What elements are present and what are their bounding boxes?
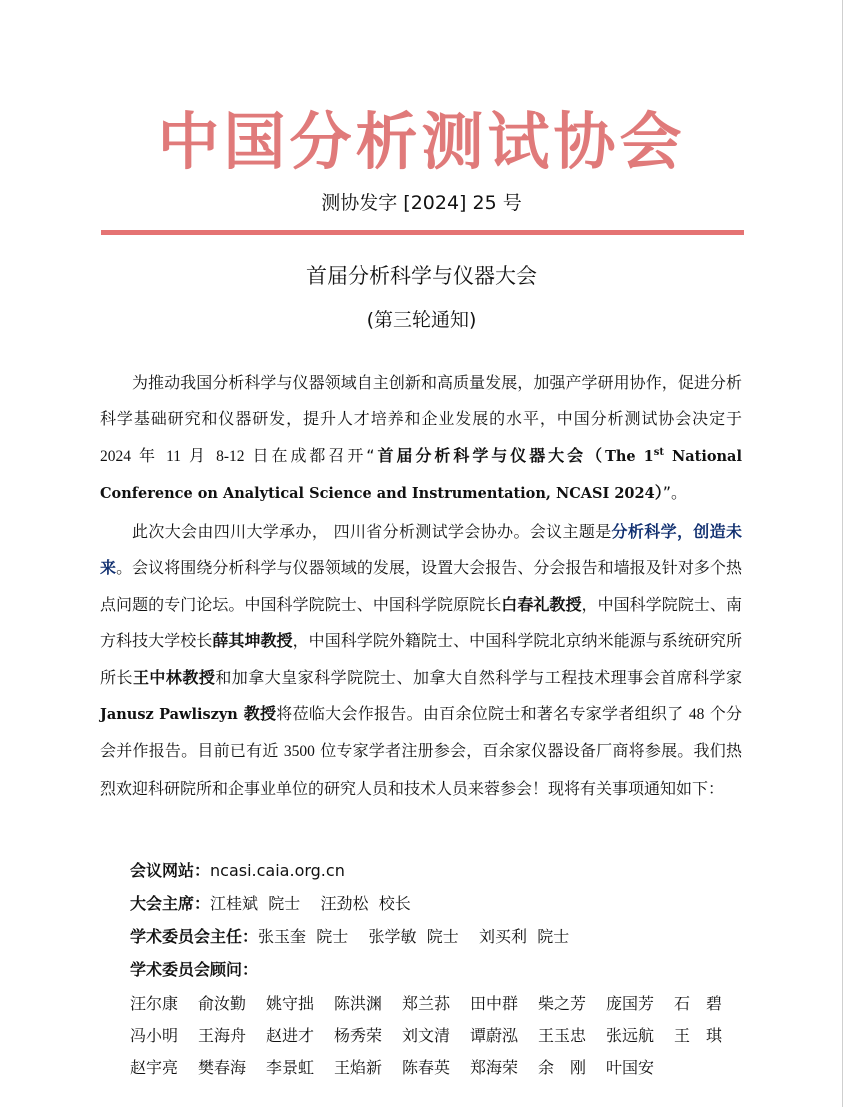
conference-name-en-1: The 1: [605, 447, 654, 465]
advisor-name: 张远航: [606, 1026, 655, 1045]
advisor-name: 赵进才: [266, 1026, 315, 1045]
conference-name-en-2: National Conference on Analytical Science and Instrumentation, NCASI 2024: [100, 447, 742, 503]
speaker-name: 白春礼教授: [501, 594, 582, 614]
advisor-name: 郑海荣: [470, 1058, 519, 1077]
advisor-name: 杨秀荣: [334, 1026, 383, 1045]
advisor-row: [130, 1052, 750, 1084]
advisor-label: 学术委员会顾问：: [130, 960, 259, 979]
advisor-name: 陈春英: [402, 1058, 451, 1077]
advisor-name: 刘文清: [402, 1026, 451, 1045]
advisor-name: 王 琪: [674, 1026, 723, 1045]
p1-text: 为推动我国分析科学与仪器领域自主创新和高质量发展，加强产学研用协作，促进分析科学基础研究和仪器研发，提升人才培养和企业发展的水平，中国分析测试协会决定于: [100, 373, 742, 429]
paren-close: ）: [654, 483, 663, 503]
info-chair: [130, 888, 750, 920]
p1-year: 2024: [100, 447, 131, 465]
letterhead-divider: [101, 230, 744, 235]
advisor-name: 汪尔康: [130, 994, 179, 1013]
advisor-list: [130, 988, 750, 1084]
p2-text: 将莅临大会作报告。由百余位院士和著名专家学者组织了: [276, 704, 689, 724]
conference-theme: 分析科学，创造未来: [100, 522, 742, 578]
advisor-row: [130, 988, 750, 1020]
chair-label: 大会主席：: [130, 894, 211, 913]
p1-text: 月: [181, 445, 217, 465]
document-number: 测协发字 [2024] 25 号: [321, 192, 522, 214]
info-director: [130, 921, 750, 953]
advisor-name: 俞汝勤: [198, 994, 247, 1013]
advisor-name: 田中群: [470, 994, 519, 1013]
director-value: 张玉奎 院士 张学敏 院士 刘买利 院士: [258, 927, 570, 946]
paren-open: （: [586, 445, 606, 465]
website-link[interactable]: ncasi.caia.org.cn: [210, 861, 345, 880]
advisor-name: 陈洪渊: [334, 994, 383, 1013]
intro-paragraph: [100, 365, 742, 513]
advisor-name: 柴之芳: [538, 994, 587, 1013]
advisor-name: 王焰新: [334, 1058, 383, 1077]
speaker-name: 薛其坤教授: [212, 631, 293, 651]
speaker-title: 教授: [237, 704, 277, 724]
advisor-name: 谭蔚泓: [470, 1026, 519, 1045]
p2-text: 。会议将围绕分析科学与仪器领域的发展，设置大会报告、分会报告和墙报及针对多个热点问题的专门论坛。中国科学院院士、中国科学院原院长: [100, 558, 742, 614]
p2-text: ，中国科学院院士、南方科技大学校长: [100, 594, 742, 651]
p2-text: ，中国科学院外籍院士、中国科学院北京纳米能源与系统研究所所长: [100, 631, 742, 687]
p1-month: 11: [166, 447, 181, 465]
advisor-name: 叶国安: [606, 1058, 655, 1077]
info-website: [130, 855, 750, 887]
session-count: 48: [688, 706, 705, 724]
superscript-st: st: [653, 446, 664, 458]
advisor-row: [130, 1020, 750, 1052]
details-paragraph: [100, 514, 742, 807]
notice-subtitle: (第三轮通知): [366, 309, 477, 331]
advisor-name: 樊春海: [198, 1058, 247, 1077]
attendee-count: 3500: [283, 743, 315, 761]
p1-text: ”。: [662, 483, 688, 503]
advisor-name: 余 刚: [538, 1058, 587, 1077]
advisor-name: 赵宇亮: [130, 1058, 179, 1077]
advisor-name: 李景虹: [266, 1058, 315, 1077]
chair-value: 江桂斌 院士 汪劲松 校长: [210, 894, 411, 913]
advisor-name: 姚守拙: [266, 994, 315, 1013]
p2-text: 此次大会由四川大学承办， 四川省分析测试学会协办。会议主题是: [132, 522, 612, 541]
advisor-name: 石 碧: [674, 994, 723, 1013]
director-label: 学术委员会主任：: [130, 927, 259, 946]
speaker-name: 王中林教授: [132, 667, 216, 687]
p1-text: 年: [131, 445, 167, 465]
conference-name-cn: 首届分析科学与仪器大会: [374, 445, 587, 465]
p1-text: 日在成都召开“: [244, 445, 375, 465]
website-label: 会议网站：: [130, 861, 211, 880]
notice-title: 首届分析科学与仪器大会: [306, 264, 537, 288]
advisor-name: 庞国芳: [606, 994, 655, 1013]
p2-text: 位专家学者注册参会，百余家仪器设备厂商将参展。我们热烈欢迎科研院所和企事业单位的研究人员和技术人员来蓉参会！现将有关事项通知如下：: [100, 741, 742, 798]
advisor-name: 王海舟: [198, 1026, 247, 1045]
letterhead-title: 中国分析测试协会: [157, 105, 686, 178]
info-advisor: [130, 954, 750, 986]
advisor-name: 王玉忠: [538, 1026, 587, 1045]
advisor-name: 冯小明: [130, 1026, 179, 1045]
p1-days: 8-12: [216, 447, 245, 465]
p2-text: 和加拿大皇家科学院院士、加拿大自然科学与工程技术理事会首席科学家: [215, 667, 742, 687]
p2-text: 个分会并作报告。目前已有近: [100, 704, 743, 761]
advisor-name: 郑兰荪: [402, 994, 451, 1013]
speaker-name-en: Janusz Pawliszyn: [100, 706, 238, 724]
